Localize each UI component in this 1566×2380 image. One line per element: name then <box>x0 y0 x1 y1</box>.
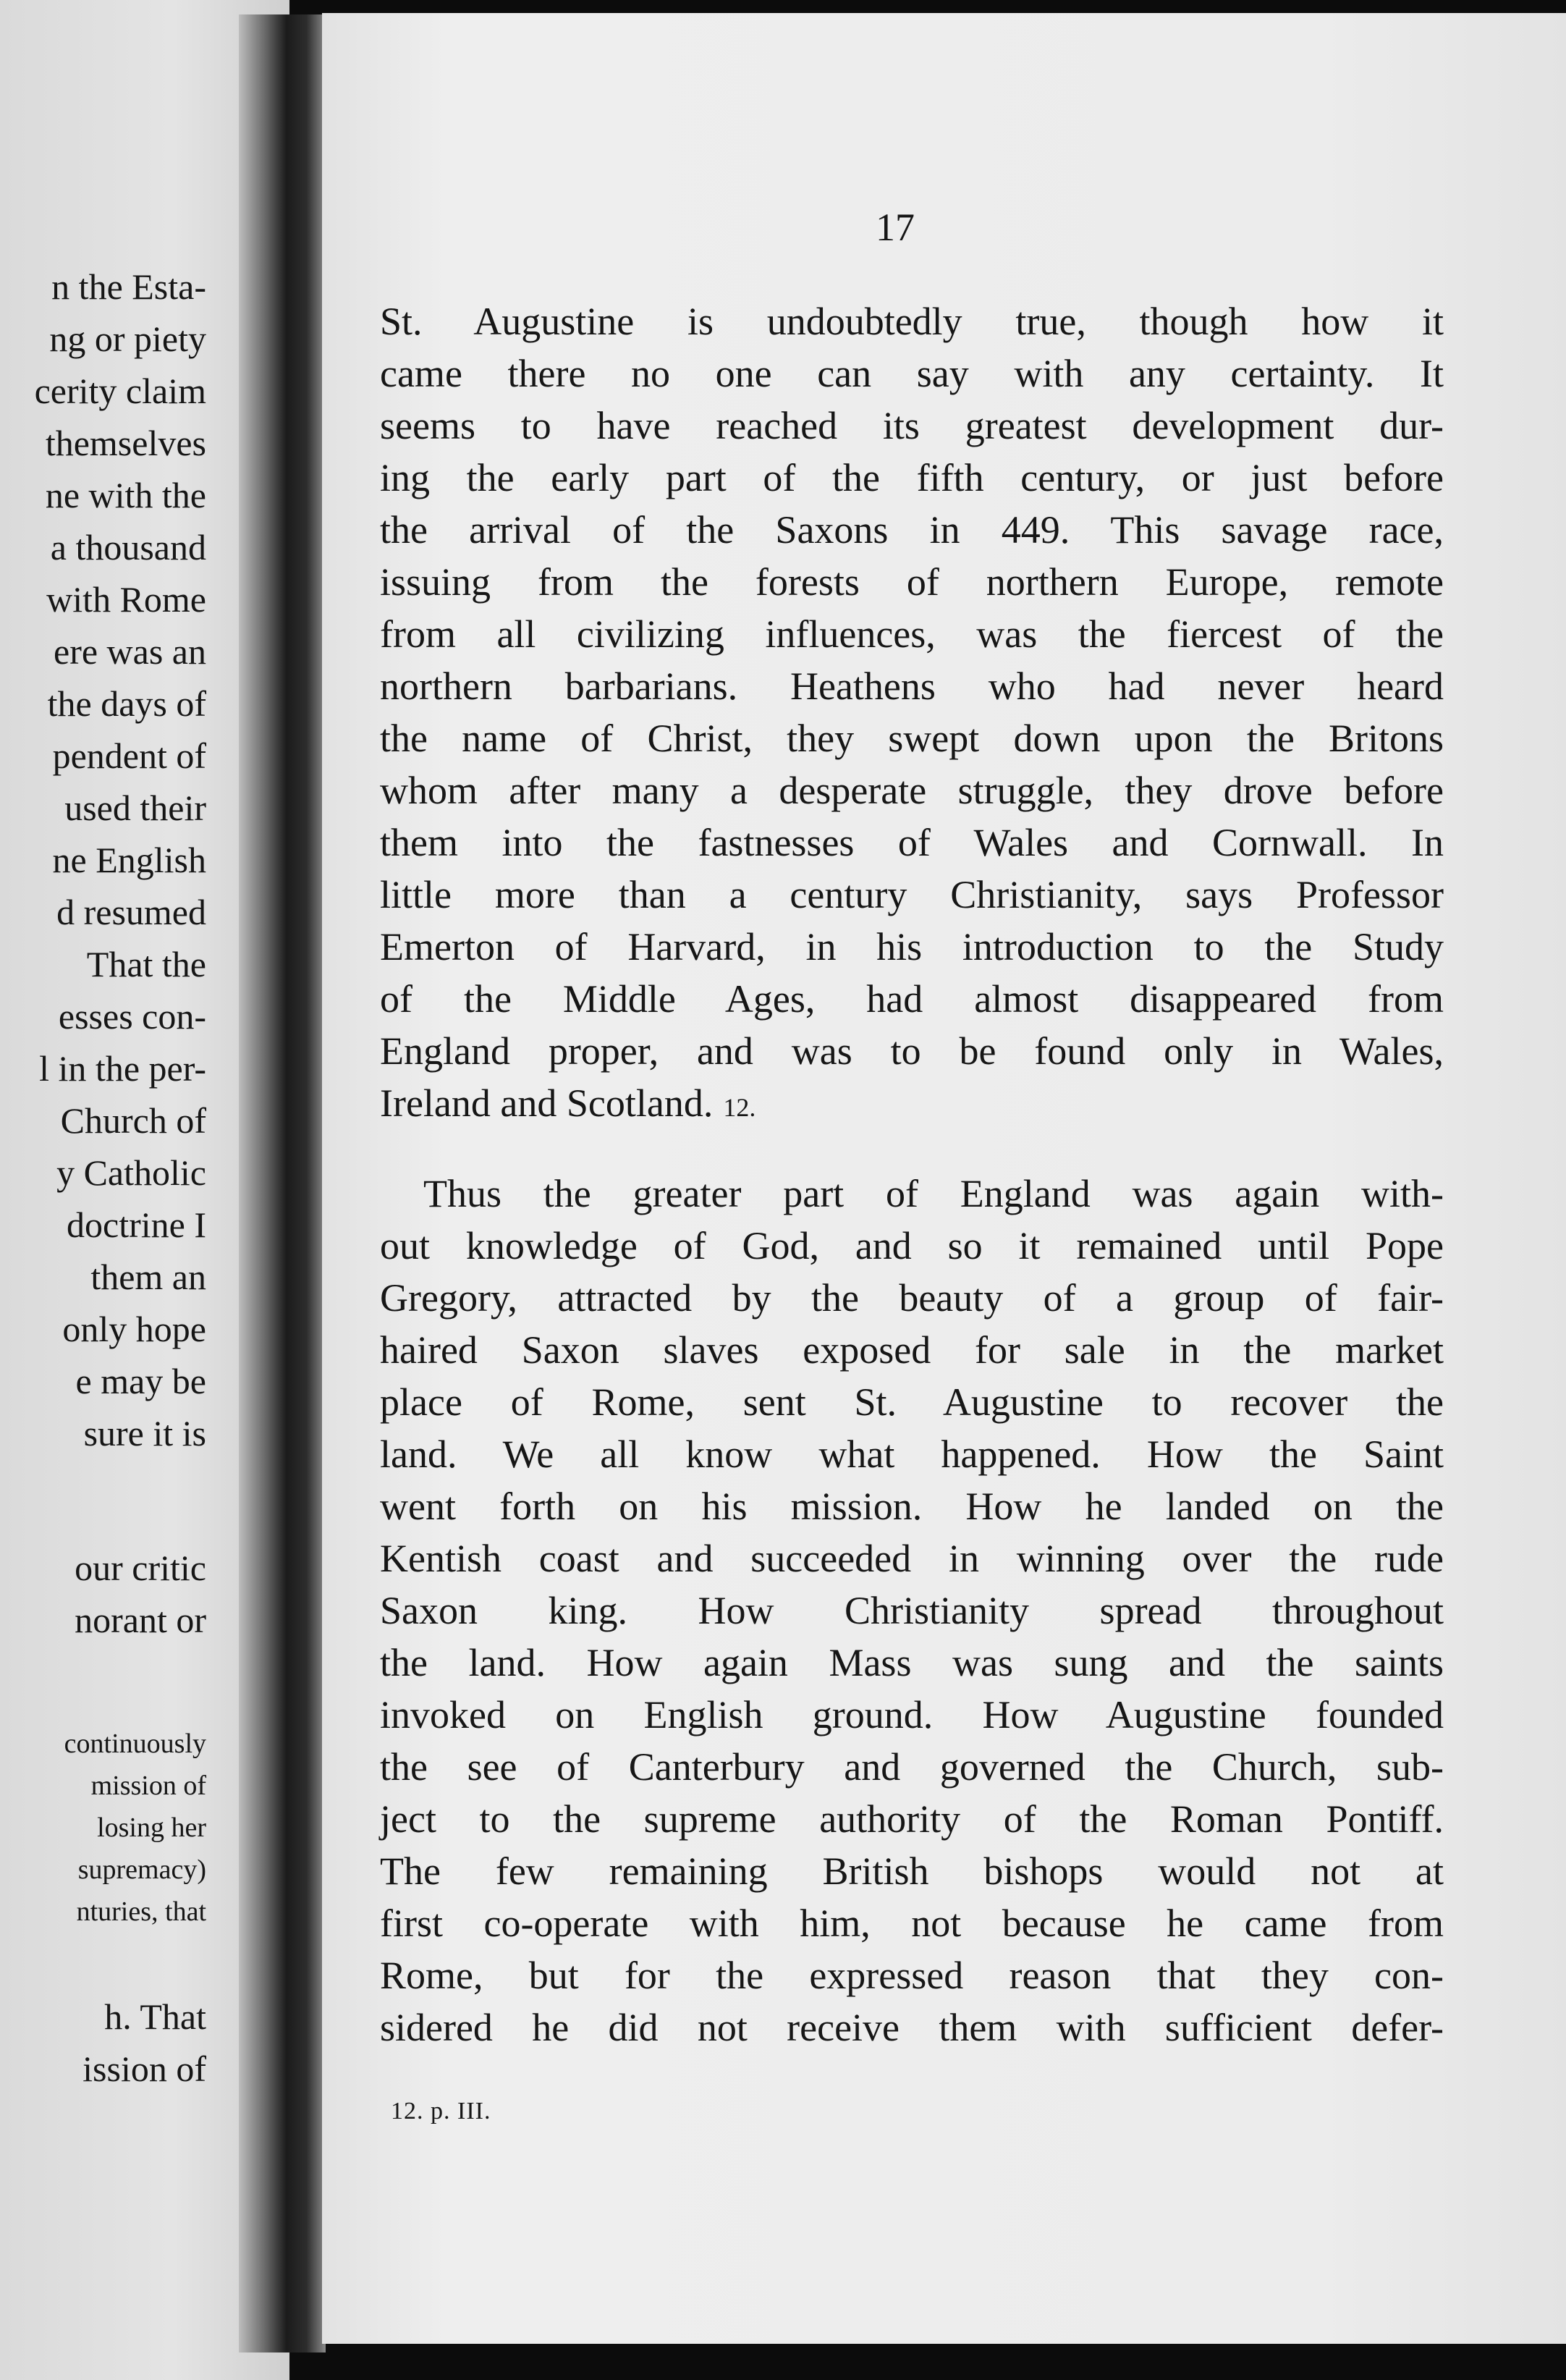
text-line: cerity claim <box>34 371 206 411</box>
text-line: e may be <box>75 1361 206 1401</box>
text-line: continuously <box>64 1729 206 1759</box>
text-line: went forth on his mission. How he landed on the <box>380 1485 1444 1528</box>
text-line: supremacy) <box>77 1854 206 1885</box>
left-page-text <box>35 261 206 1459</box>
text-line: little more than a century Christianity, says Professor <box>380 873 1444 916</box>
text-line: ission of <box>82 2048 206 2089</box>
text-line: Kentish coast and succeeded in winning over the rude <box>380 1537 1444 1580</box>
text-line: sure it is <box>83 1413 206 1453</box>
text-line: esses con- <box>58 996 206 1037</box>
text-line: ne with the <box>45 475 206 515</box>
text-line: from all civilizing influences, was the fiercest of the <box>380 612 1444 656</box>
text-line: ject to the supreme authority of the Roman Pontiff. <box>380 1797 1444 1841</box>
text-line: our critic <box>75 1548 206 1588</box>
text-line: l in the per- <box>39 1048 206 1089</box>
text-line: England proper, and was to be found only in Wales, <box>380 1029 1444 1073</box>
text-line: ng or piety <box>49 318 206 359</box>
text-line: themselves <box>45 423 206 463</box>
text-line: pendent of <box>52 735 206 776</box>
text-line: mission of <box>90 1771 206 1801</box>
text-line: of the Middle Ages, had almost disappeared from <box>380 977 1444 1021</box>
text-line: only hope <box>62 1309 206 1349</box>
text-line: d resumed <box>56 892 206 932</box>
text-line: the arrival of the Saxons in 449. This savage race, <box>380 508 1444 552</box>
left-page-small-text <box>64 1723 206 1933</box>
text-line: h. That <box>104 1996 206 2037</box>
text-line: Thus the greater part of England was again with- <box>423 1172 1444 1215</box>
footnote-reference: 12. <box>723 1093 756 1122</box>
left-page-text-2 <box>75 1542 206 1646</box>
text-line: the see of Canterbury and governed the Church, sub- <box>380 1745 1444 1789</box>
paragraph-2 <box>380 1168 1444 2054</box>
paragraph-1 <box>380 295 1444 1129</box>
text-line: place of Rome, sent St. Augustine to recover the <box>380 1380 1444 1424</box>
text-line: invoked on English ground. How Augustine founded <box>380 1693 1444 1737</box>
text-line: out knowledge of God, and so it remained until Pope <box>380 1224 1444 1267</box>
text-line: losing her <box>97 1813 206 1843</box>
text-line: came there no one can say with any certainty. It <box>380 352 1444 395</box>
text-line: haired Saxon slaves exposed for sale in the market <box>380 1328 1444 1372</box>
text-line: used their <box>64 788 206 828</box>
text-line: St. Augustine is undoubtedly true, though how it <box>380 300 1444 343</box>
text-line: a thousand <box>50 527 206 567</box>
text-line: n the Esta- <box>51 266 206 307</box>
text-line: the land. How again Mass was sung and the saints <box>380 1641 1444 1684</box>
text-line: Saxon king. How Christianity spread throughout <box>380 1589 1444 1632</box>
book-gutter <box>239 14 326 2352</box>
text-line: ing the early part of the fifth century, or just before <box>380 456 1444 499</box>
text-line: Emerton of Harvard, in his introduction to the Study <box>380 925 1444 969</box>
text-line: first co-operate with him, not because he came from <box>380 1902 1444 1945</box>
text-line: the days of <box>47 683 206 724</box>
text-line: sidered he did not receive them with sufficient defer- <box>380 2006 1444 2049</box>
text-line: issuing from the forests of northern Europe, remote <box>380 560 1444 604</box>
text-line: That the <box>86 944 206 984</box>
text-line: doctrine I <box>67 1204 206 1245</box>
text-line: nturies, that <box>76 1896 206 1927</box>
text-line: The few remaining British bishops would not at <box>380 1849 1444 1893</box>
text-line: Rome, but for the expressed reason that they con- <box>380 1954 1444 1997</box>
text-line: ere was an <box>54 631 206 672</box>
left-page-text-3 <box>82 1991 206 2095</box>
text-line: them an <box>90 1257 206 1297</box>
text-line: northern barbarians. Heathens who had never heard <box>380 664 1444 708</box>
text-line: Ireland and Scotland. 12. <box>380 1081 756 1125</box>
text-line: land. We all know what happened. How the Saint <box>380 1432 1444 1476</box>
text-line: seems to have reached its greatest development dur- <box>380 404 1444 447</box>
text-line: the name of Christ, they swept down upon the Britons <box>380 717 1444 760</box>
right-page <box>322 13 1566 2344</box>
text-line: them into the fastnesses of Wales and Cornwall. In <box>380 821 1444 864</box>
page-number: 17 <box>876 206 915 249</box>
text-line: with Rome <box>46 579 206 620</box>
text-line: norant or <box>75 1600 206 1640</box>
text-line: whom after many a desperate struggle, they drove before <box>380 769 1444 812</box>
text-line: Church of <box>60 1100 206 1141</box>
text-line: Gregory, attracted by the beauty of a group of fair- <box>380 1276 1444 1320</box>
text-line: ne English <box>52 840 206 880</box>
text-line: y Catholic <box>56 1152 206 1193</box>
footnote: 12. p. III. <box>391 2098 491 2124</box>
